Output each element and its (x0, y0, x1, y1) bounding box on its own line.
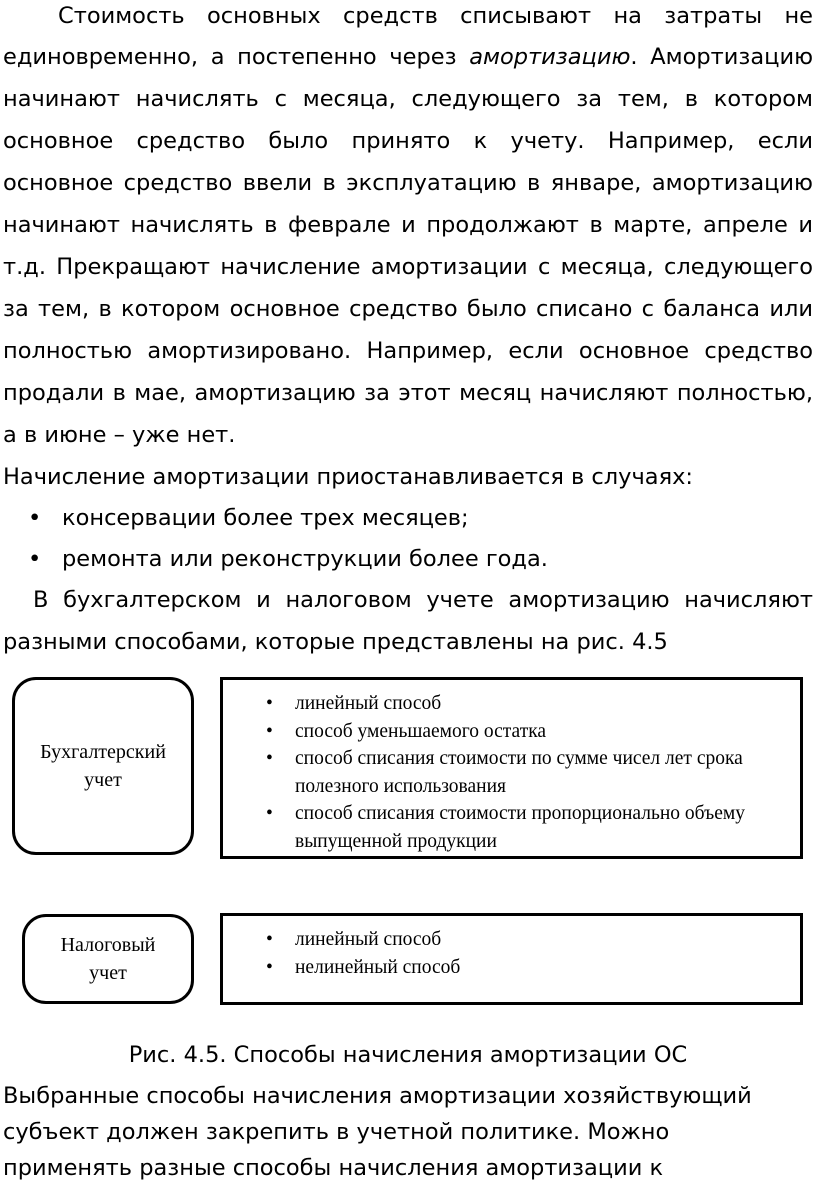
bullet-icon: • (266, 929, 273, 950)
text-line: субъект должен закрепить в учетной политике. Можно (3, 1119, 670, 1145)
method-item (223, 745, 800, 800)
text-line: основное средство ввели в эксплуатацию в январе, амортизацию (3, 170, 813, 196)
list-item-text: консервации более трех месяцев; (62, 505, 469, 531)
list-item (0, 539, 548, 580)
bullet-icon: • (266, 748, 273, 769)
method-item (223, 718, 800, 746)
tax-methods-list (223, 926, 800, 981)
text-line: В бухгалтерском и налоговом учете амортизацию начисляют (33, 587, 813, 613)
bullet-icon: • (28, 505, 42, 531)
label-line: Бухгалтерский (40, 741, 166, 763)
list-item-text: ремонта или реконструкции более года. (62, 546, 548, 572)
method-text: способ списания стоимости пропорционально объему выпущенной продукции (295, 803, 745, 852)
text-line: Стоимость основных средств списывают на затраты не (58, 3, 813, 29)
text-line: Выбранные способы начисления амортизации хозяйствующий (3, 1083, 752, 1109)
accounting-label-box (12, 677, 194, 855)
tax-label-box (22, 914, 194, 1004)
text-line: начинают начислять в феврале и продолжают в марте, апреле и (3, 212, 813, 238)
text-line: полностью амортизировано. Например, если основное средство (3, 338, 813, 364)
figure-caption: Рис. 4.5. Способы начисления амортизации ОС (128, 1042, 688, 1068)
label-line: учет (84, 769, 122, 791)
emphasized-term: амортизацию (469, 44, 631, 70)
text-line: разными способами, которые представлены на рис. 4.5 (3, 629, 668, 655)
tax-label (61, 931, 156, 987)
accounting-methods-box (220, 677, 803, 859)
text-line (3, 37, 813, 79)
tax-methods-box (220, 913, 803, 1005)
method-text: линейный способ (295, 693, 442, 714)
bullet-icon: • (266, 956, 273, 978)
method-text: нелинейный способ (295, 956, 461, 978)
bullet-icon: • (266, 803, 273, 824)
text-line: а в июне – уже нет. (3, 422, 236, 448)
bullet-icon: • (28, 546, 42, 572)
method-item (223, 954, 800, 982)
method-text: линейный способ (295, 929, 442, 950)
accounting-methods-list (223, 690, 800, 855)
text-segment: единовременно, а постепенно через (3, 44, 470, 70)
bullet-icon: • (266, 720, 273, 742)
bullet-icon: • (266, 693, 273, 714)
text-line: т.д. Прекращают начисление амортизации с месяца, следующего (3, 254, 813, 280)
method-text: способ уменьшаемого остатка (295, 720, 547, 742)
accounting-label (40, 738, 166, 794)
text-line: основное средство было принято к учету. Например, если (3, 128, 813, 154)
list-item (0, 498, 548, 539)
text-line: за тем, в котором основное средство было списано с баланса или (3, 296, 813, 322)
method-text: способ списания стоимости по сумме чисел лет срока полезного использования (295, 748, 743, 797)
suspension-cases-list (0, 498, 548, 580)
method-item (223, 926, 800, 954)
text-line: начинают начислять с месяца, следующего за тем, в котором (3, 86, 813, 112)
text-line: применять разные способы начисления амортизации к (3, 1155, 664, 1181)
text-segment: . Амортизацию (630, 44, 814, 70)
label-line: Налоговый (60, 934, 156, 956)
method-item (223, 690, 800, 718)
paragraph-suspension-intro: Начисление амортизации приостанавливается в случаях: (3, 464, 694, 490)
label-line: учет (89, 962, 127, 984)
text-line: продали в мае, амортизацию за этот месяц начисляют полностью, (3, 380, 813, 406)
method-item (223, 800, 800, 855)
